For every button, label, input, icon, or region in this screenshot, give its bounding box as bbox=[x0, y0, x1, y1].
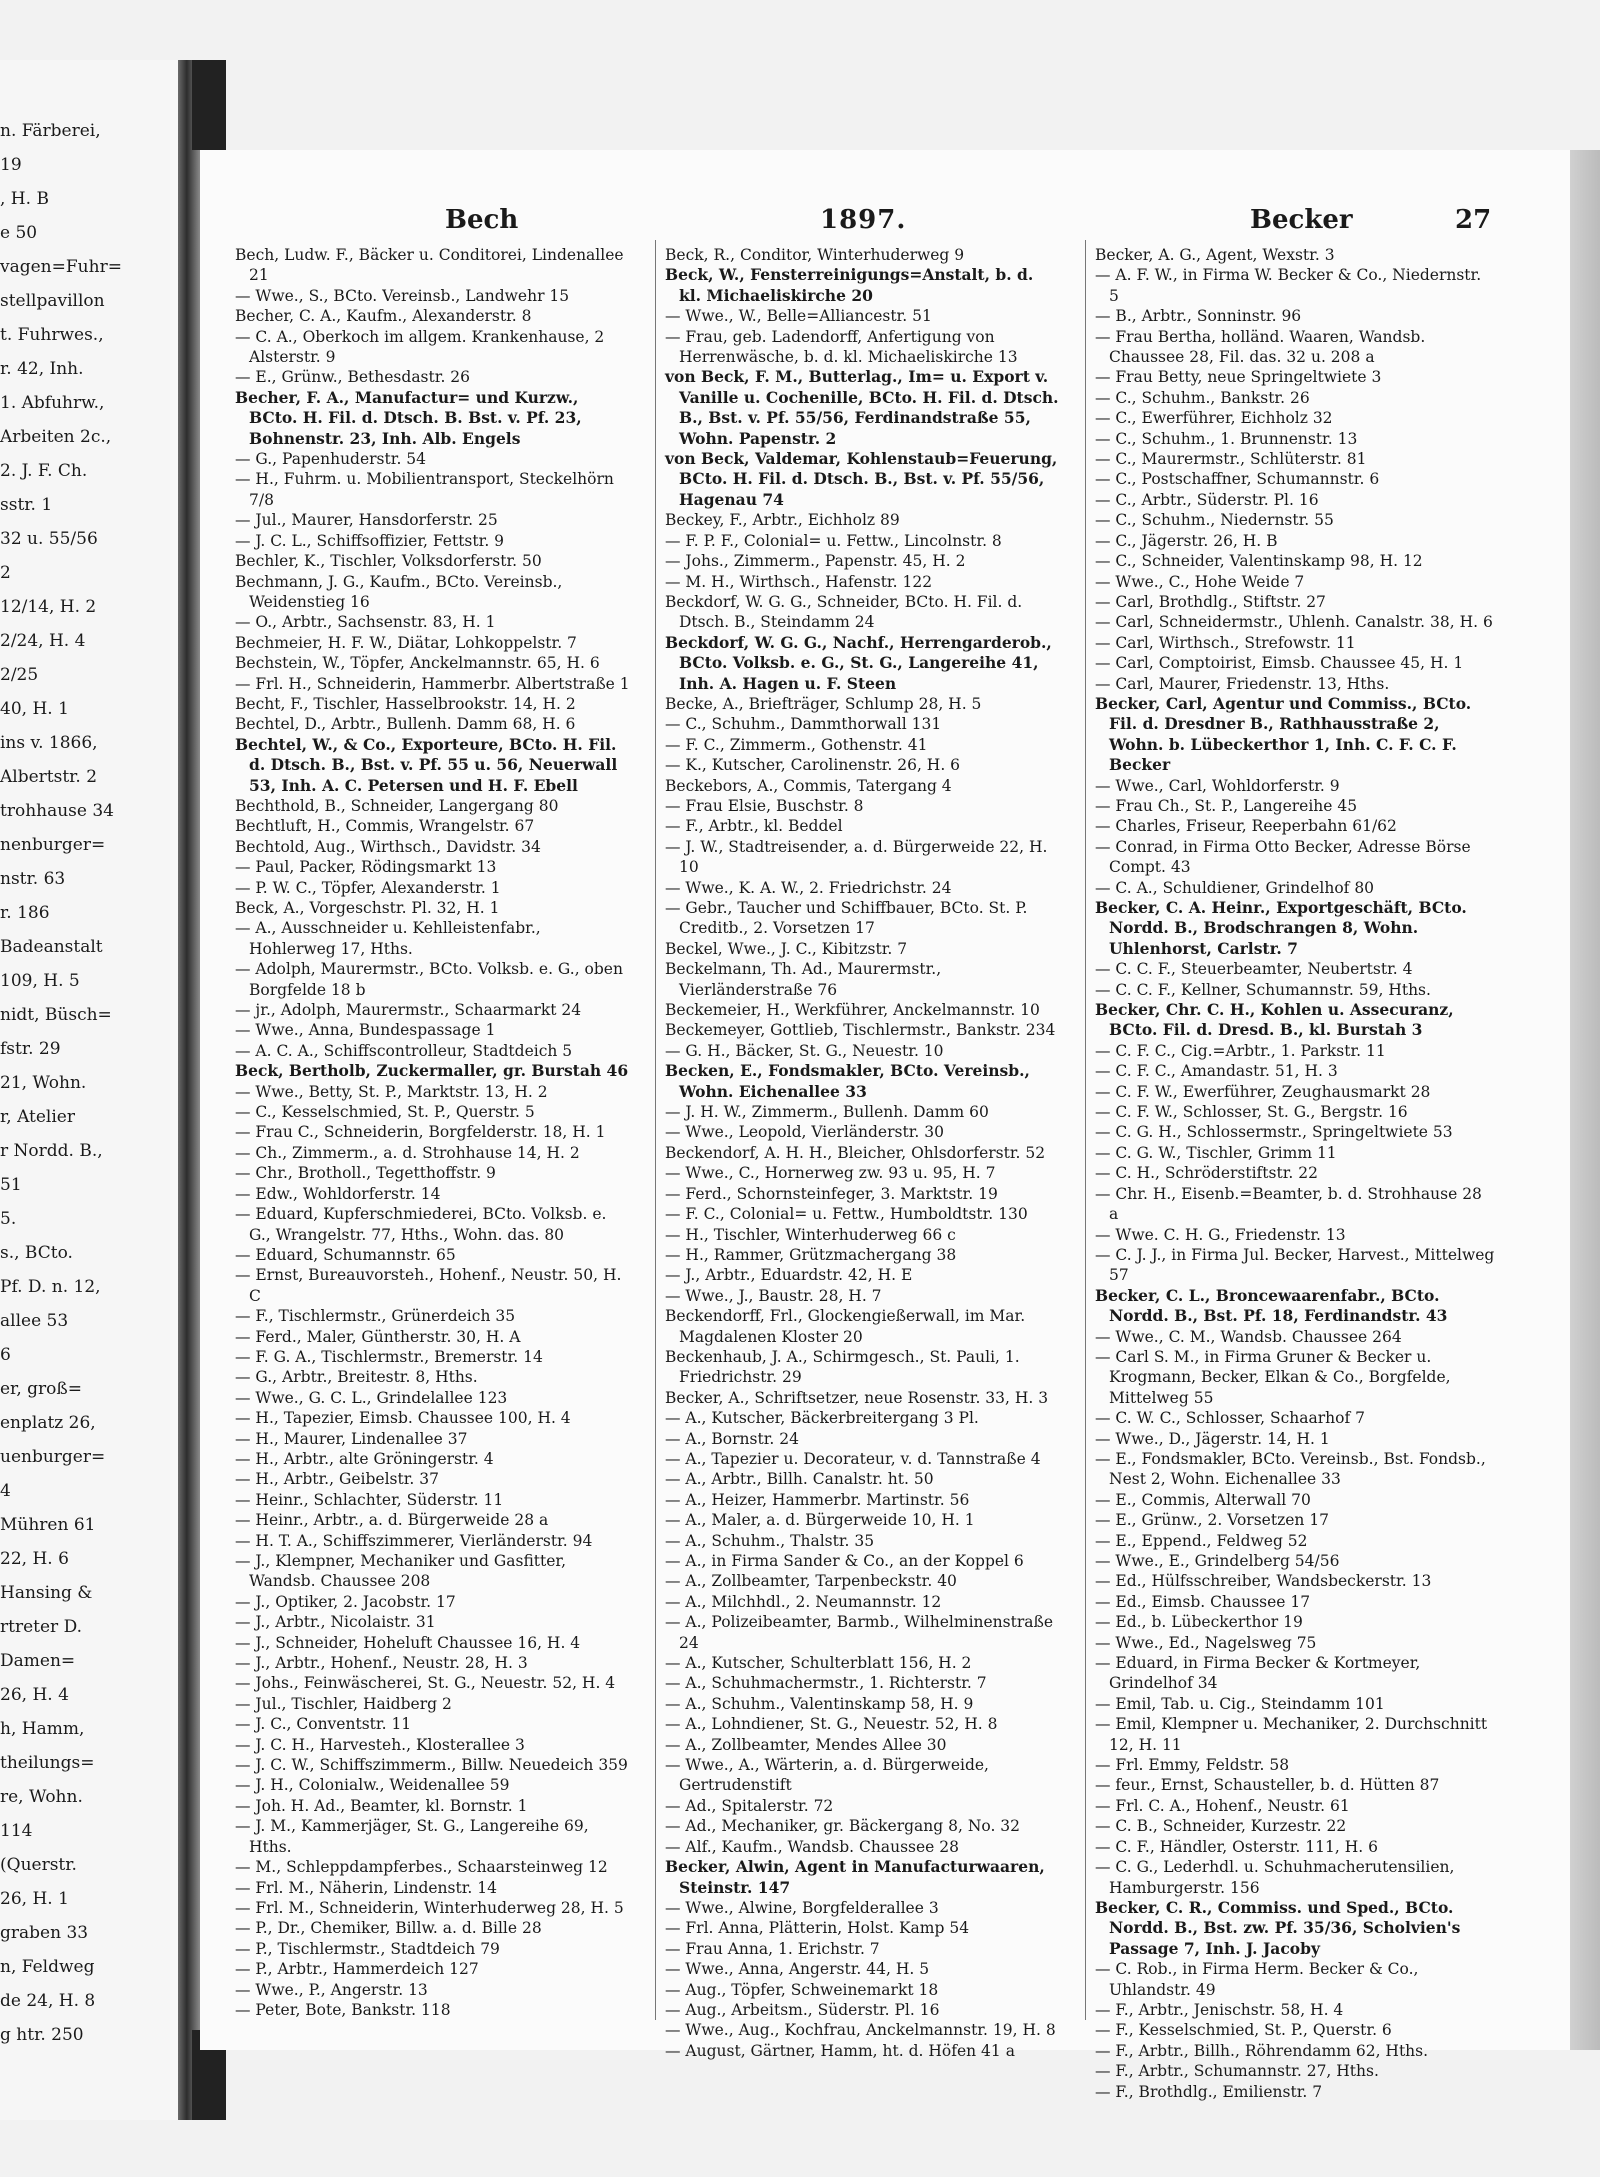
facing-page-fragment: 22, H. 6 bbox=[0, 1549, 69, 1569]
directory-entry: — F., Kesselschmied, St. P., Querstr. 6 bbox=[1095, 2021, 1392, 2040]
directory-entry: — A., Bornstr. 24 bbox=[665, 1429, 799, 1448]
directory-entry: — Ed., Eimsb. Chaussee 17 bbox=[1095, 1592, 1311, 1611]
directory-entry: — E., Commis, Alterwall 70 bbox=[1095, 1490, 1311, 1509]
directory-entry: — Joh. H. Ad., Beamter, kl. Bornstr. 1 bbox=[235, 1796, 528, 1815]
directory-entry: Beck, Bertholb, Zuckermaller, gr. Burstah 46 bbox=[235, 1061, 629, 1081]
directory-entry: — A., Kutscher, Schulterblatt 156, H. 2 bbox=[665, 1654, 972, 1673]
facing-page-fragment: 5. bbox=[0, 1209, 17, 1229]
facing-page-fragment: (Querstr. bbox=[0, 1855, 77, 1875]
directory-entry: — H., Tapezier, Eimsb. Chaussee 100, H. 4 bbox=[235, 1409, 571, 1428]
directory-entry: — P., Tischlermstr., Stadtdeich 79 bbox=[235, 1939, 500, 1958]
facing-page-fragment: graben 33 bbox=[0, 1923, 89, 1943]
directory-entry: Becher, C. A., Kaufm., Alexanderstr. 8 bbox=[235, 307, 532, 326]
directory-entry: — Wwe., D., Jägerstr. 14, H. 1 bbox=[1095, 1429, 1330, 1448]
directory-entry: von Beck, F. M., Butterlag., Im= u. Export v. Vanille u. Cochenille, BCto. H. Fil. d. Dtsch. B., Bst. v. Pf. 55/56, Ferdinandstraße 55, Wohn. Papenstr. 2 bbox=[665, 367, 1059, 448]
directory-entry: — A., in Firma Sander & Co., an der Koppel 6 bbox=[665, 1552, 1024, 1570]
directory-entry: — C., Kesselschmied, St. P., Querstr. 5 bbox=[235, 1103, 535, 1122]
facing-page-fragment: 12/14, H. 2 bbox=[0, 597, 97, 617]
directory-entry: — M. H., Wirthsch., Hafenstr. 122 bbox=[665, 572, 933, 591]
directory-entry: — A., Schuhm., Valentinskamp 58, H. 9 bbox=[665, 1694, 974, 1713]
directory-entry: — C., Postschaffner, Schumannstr. 6 bbox=[1095, 470, 1380, 489]
directory-entry: — Wwe., Betty, St. P., Marktstr. 13, H. 2 bbox=[235, 1082, 548, 1101]
directory-entry: — Ed., b. Lübeckerthor 19 bbox=[1095, 1613, 1303, 1632]
directory-entry: — Ernst, Bureauvorsteh., Hohenf., Neustr. 50, H. C bbox=[235, 1266, 622, 1305]
directory-entry: — H., Arbtr., alte Gröningerstr. 4 bbox=[235, 1449, 494, 1468]
facing-page-fragment: enplatz 26, bbox=[0, 1413, 96, 1433]
facing-page-fragment: 109, H. 5 bbox=[0, 971, 80, 991]
directory-entry: — A., Zollbeamter, Tarpenbeckstr. 40 bbox=[665, 1572, 957, 1591]
directory-entry: — A., Schuhmachermstr., 1. Richterstr. 7 bbox=[665, 1674, 987, 1693]
directory-entry: — Eduard, in Firma Becker & Kortmeyer, Grindelhof 34 bbox=[1095, 1654, 1421, 1693]
directory-entry: — H., Tischler, Winterhuderweg 66 c bbox=[665, 1225, 956, 1244]
facing-page-fragment: r. 186 bbox=[0, 903, 50, 923]
directory-entry: — A., Ausschneider u. Kehlleistenfabr., Hohlerweg 17, Hths. bbox=[235, 919, 541, 958]
directory-entry: — G., Papenhuderstr. 54 bbox=[235, 450, 427, 469]
facing-page-fragment: Albertstr. 2 bbox=[0, 767, 98, 787]
directory-entry: — Jul., Maurer, Hansdorferstr. 25 bbox=[235, 511, 498, 530]
facing-page-fragment: g htr. 250 bbox=[0, 2025, 84, 2045]
directory-entry: — J., Schneider, Hoheluft Chaussee 16, H. 4 bbox=[235, 1633, 581, 1652]
directory-entry: — Wwe., Leopold, Vierländerstr. 30 bbox=[665, 1123, 944, 1142]
directory-entry: Becken, E., Fondsmakler, BCto. Vereinsb., Wohn. Eichenallee 33 bbox=[665, 1061, 1030, 1101]
spine-band-top bbox=[192, 60, 226, 150]
directory-entry: — Carl, Comptoirist, Eimsb. Chaussee 45, H. 1 bbox=[1095, 654, 1464, 673]
directory-entry: — Carl, Maurer, Friedenstr. 13, Hths. bbox=[1095, 674, 1390, 693]
directory-entry: — Wwe., J., Baustr. 28, H. 7 bbox=[665, 1286, 882, 1305]
directory-entry: — A., Kutscher, Bäckerbreitergang 3 Pl. bbox=[665, 1409, 979, 1428]
directory-entry: — H., Rammer, Grützmachergang 38 bbox=[665, 1245, 957, 1264]
directory-entry: Beckdorf, W. G. G., Schneider, BCto. H. Fil. d. Dtsch. B., Steindamm 24 bbox=[665, 592, 1023, 632]
directory-entry: — J., Arbtr., Eduardstr. 42, H. E bbox=[665, 1266, 913, 1285]
directory-entry: — E., Eppend., Feldweg 52 bbox=[1095, 1531, 1308, 1550]
facing-page-fragment: 40, H. 1 bbox=[0, 699, 69, 719]
directory-entry: — C. A., Schuldiener, Grindelhof 80 bbox=[1095, 878, 1375, 897]
directory-entry: — G., Arbtr., Breitestr. 8, Hths. bbox=[235, 1368, 478, 1387]
directory-entry: — C. F., Händler, Osterstr. 111, H. 6 bbox=[1095, 1837, 1378, 1856]
facing-page-fragment: Mühren 61 bbox=[0, 1515, 96, 1535]
page-number: 27 bbox=[1455, 205, 1492, 235]
directory-entry: — Wwe., W., Belle=Alliancestr. 51 bbox=[665, 307, 932, 326]
facing-page-fragment: Hansing & bbox=[0, 1583, 93, 1603]
directory-entry: — J. C., Conventstr. 11 bbox=[235, 1715, 412, 1734]
directory-column-2 bbox=[665, 245, 1060, 2061]
directory-entry: — C. W. C., Schlosser, Schaarhof 7 bbox=[1095, 1409, 1365, 1428]
directory-entry: — A., Polizeibeamter, Barmb., Wilhelminenstraße 24 bbox=[665, 1613, 1054, 1652]
directory-entry: — C. F. W., Schlosser, St. G., Bergstr. 16 bbox=[1095, 1103, 1408, 1122]
directory-entry: — Aug., Arbeitsm., Süderstr. Pl. 16 bbox=[665, 2000, 940, 2019]
directory-entry: Becker, C. R., Commiss. und Sped., BCto. Nordd. B., Bst. zw. Pf. 35/36, Scholvien's Passage 7, Inh. J. Jacoby bbox=[1095, 1897, 1461, 1958]
facing-page-fragment: 2 bbox=[0, 563, 11, 583]
directory-entry: — F., Tischlermstr., Grünerdeich 35 bbox=[235, 1307, 516, 1326]
directory-entry: — A., Tapezier u. Decorateur, v. d. Tannstraße 4 bbox=[665, 1449, 1041, 1468]
directory-entry: — O., Arbtr., Sachsenstr. 83, H. 1 bbox=[235, 613, 496, 632]
directory-entry: — A., Zollbeamter, Mendes Allee 30 bbox=[665, 1735, 947, 1754]
directory-entry: — F., Brothdlg., Emilienstr. 7 bbox=[1095, 2082, 1323, 2101]
directory-entry: — Frau Betty, neue Springeltwiete 3 bbox=[1095, 368, 1382, 387]
directory-entry: — Paul, Packer, Rödingsmarkt 13 bbox=[235, 858, 497, 877]
page-edge bbox=[1570, 150, 1600, 2050]
directory-entry: — F., Arbtr., Schumannstr. 27, Hths. bbox=[1095, 2062, 1379, 2081]
directory-entry: Beck, R., Conditor, Winterhuderweg 9 bbox=[665, 246, 965, 264]
directory-entry: Bechler, K., Tischler, Volksdorferstr. 50 bbox=[235, 552, 542, 571]
facing-page-fragment: Damen= bbox=[0, 1651, 76, 1671]
directory-entry: — J., Arbtr., Hohenf., Neustr. 28, H. 3 bbox=[235, 1654, 528, 1673]
directory-entry: — Ed., Hülfsschreiber, Wandsbeckerstr. 13 bbox=[1095, 1572, 1432, 1591]
directory-entry: — Wwe., E., Grindelberg 54/56 bbox=[1095, 1552, 1340, 1570]
directory-entry: — August, Gärtner, Hamm, ht. d. Höfen 41 a bbox=[665, 2041, 1015, 2060]
directory-entry: Beckendorf, A. H. H., Bleicher, Ohlsdorferstr. 52 bbox=[665, 1143, 1046, 1162]
directory-entry: — Charles, Friseur, Reeperbahn 61/62 bbox=[1095, 817, 1397, 836]
facing-page-fragment: Pf. D. n. 12, bbox=[0, 1277, 101, 1297]
directory-entry: von Beck, Valdemar, Kohlenstaub=Feuerung, BCto. H. Fil. d. Dtsch. B., Bst. v. Pf. 55/56, Hagenau 74 bbox=[665, 449, 1058, 509]
directory-entry: — Wwe., K. A. W., 2. Friedrichstr. 24 bbox=[665, 878, 952, 897]
directory-entry: — A., Arbtr., Billh. Canalstr. ht. 50 bbox=[665, 1470, 934, 1489]
facing-page-fragment: 2/25 bbox=[0, 665, 39, 685]
directory-entry: — Frau, geb. Ladendorff, Anfertigung von Herrenwäsche, b. d. kl. Michaeliskirche 13 bbox=[665, 327, 1018, 367]
directory-entry: — A., Maler, a. d. Bürgerweide 10, H. 1 bbox=[665, 1511, 975, 1530]
directory-entry: Bechtluft, H., Commis, Wrangelstr. 67 bbox=[235, 817, 535, 836]
directory-entry: — F., Arbtr., Jenischstr. 58, H. 4 bbox=[1095, 2000, 1344, 2019]
directory-entry: — F., Arbtr., Billh., Röhrendamm 62, Hths. bbox=[1095, 2041, 1429, 2060]
facing-page-fragment: fstr. 29 bbox=[0, 1039, 61, 1059]
page-header bbox=[200, 205, 1570, 245]
facing-page-fragment: Arbeiten 2c., bbox=[0, 427, 112, 447]
directory-entry: — E., Grünw., 2. Vorsetzen 17 bbox=[1095, 1511, 1330, 1530]
directory-entry: — A., Milchhdl., 2. Neumannstr. 12 bbox=[665, 1592, 942, 1611]
facing-page-fragment: e 50 bbox=[0, 223, 38, 243]
directory-entry: — Emil, Tab. u. Cig., Steindamm 101 bbox=[1095, 1694, 1385, 1713]
directory-entry: — Jul., Tischler, Haidberg 2 bbox=[235, 1694, 452, 1713]
directory-entry: Becker, Chr. C. H., Kohlen u. Assecuranz, BCto. Fil. d. Dresd. B., kl. Burstah 3 bbox=[1095, 1000, 1454, 1040]
directory-entry: — Wwe., S., BCto. Vereinsb., Landwehr 15 bbox=[235, 286, 570, 305]
directory-entry: — Ad., Spitalerstr. 72 bbox=[665, 1796, 834, 1815]
directory-entry: — Frl. Emmy, Feldstr. 58 bbox=[1095, 1756, 1290, 1775]
directory-entry: — Frau Bertha, holländ. Waaren, Wandsb. Chaussee 28, Fil. das. 32 u. 208 a bbox=[1095, 327, 1426, 367]
facing-page-fragment: uenburger= bbox=[0, 1447, 106, 1467]
directory-entry: — C., Ewerführer, Eichholz 32 bbox=[1095, 409, 1333, 428]
directory-page bbox=[200, 150, 1570, 2101]
facing-page-fragment: 51 bbox=[0, 1175, 22, 1195]
directory-entry: Becker, Carl, Agentur und Commiss., BCto. Fil. d. Dresdner B., Rathhausstraße 2, Wohn. b. Lübeckerthor 1, Inh. C. F. C. F. Becker bbox=[1095, 693, 1472, 775]
directory-entry: — J. C. H., Harvesteh., Klosterallee 3 bbox=[235, 1735, 525, 1754]
directory-entry: — Wwe., Anna, Bundespassage 1 bbox=[235, 1021, 496, 1040]
directory-entry: — A., Lohndiener, St. G., Neuestr. 52, H. 8 bbox=[665, 1715, 998, 1734]
facing-page-fragment: 2. J. F. Ch. bbox=[0, 461, 88, 481]
directory-entry: — C. C. F., Steuerbeamter, Neubertstr. 4 bbox=[1095, 960, 1413, 979]
directory-entry: — Johs., Zimmerm., Papenstr. 45, H. 2 bbox=[665, 552, 966, 571]
directory-entry: — J. C. L., Schiffsoffizier, Fettstr. 9 bbox=[235, 531, 505, 550]
directory-entry: — C. F. C., Cig.=Arbtr., 1. Parkstr. 11 bbox=[1095, 1041, 1386, 1060]
directory-entry: — Frau Elsie, Buschstr. 8 bbox=[665, 796, 864, 815]
facing-page-fragment: , H. B bbox=[0, 189, 49, 209]
directory-entry: — Chr., Brotholl., Tegetthoffstr. 9 bbox=[235, 1164, 496, 1183]
facing-page-fragment: r. 42, Inh. bbox=[0, 359, 84, 379]
directory-entry: Becher, F. A., Manufactur= und Kurzw., BCto. H. Fil. d. Dtsch. B. Bst. v. Pf. 23, Bohnenstr. 23, Inh. Alb. Engels bbox=[235, 387, 582, 448]
directory-entry: — J. C. W., Schiffszimmerm., Billw. Neuedeich 359 bbox=[235, 1756, 628, 1775]
directory-entry: — C., Schneider, Valentinskamp 98, H. 12 bbox=[1095, 552, 1423, 571]
directory-entry: — Carl, Brothdlg., Stiftstr. 27 bbox=[1095, 592, 1326, 611]
directory-entry: — J. M., Kammerjäger, St. G., Langereihe 69, Hths. bbox=[235, 1817, 589, 1856]
directory-column-3 bbox=[1095, 245, 1495, 2102]
directory-entry: — Adolph, Maurermstr., BCto. Volksb. e. G., oben Borgfelde 18 b bbox=[235, 960, 623, 999]
directory-entry: Beckdorf, W. G. G., Nachf., Herrengarderob., BCto. Volksb. e. G., St. G., Langereihe 41, Inh. A. Hagen u. F. Steen bbox=[665, 632, 1052, 693]
directory-entry: — H., Maurer, Lindenallee 37 bbox=[235, 1429, 468, 1448]
directory-entry: Bechtold, Aug., Wirthsch., Davidstr. 34 bbox=[235, 837, 541, 856]
directory-entry: — P. W. C., Töpfer, Alexanderstr. 1 bbox=[235, 878, 501, 897]
directory-column-1 bbox=[235, 245, 630, 2020]
directory-entry: — Emil, Klempner u. Mechaniker, 2. Durchschnitt 12, H. 11 bbox=[1095, 1715, 1488, 1754]
directory-entry: — F., Arbtr., kl. Beddel bbox=[665, 817, 843, 836]
directory-entry: — G. H., Bäcker, St. G., Neuestr. 10 bbox=[665, 1041, 944, 1060]
directory-entry: Becker, A., Schriftsetzer, neue Rosenstr. 33, H. 3 bbox=[665, 1388, 1049, 1407]
directory-entry: — Ferd., Schornsteinfeger, 3. Marktstr. 19 bbox=[665, 1184, 998, 1203]
directory-entry: Bechtel, W., & Co., Exporteure, BCto. H. Fil. d. Dtsch. B., Bst. v. Pf. 55 u. 56, Neuerwall 53, Inh. A. C. Petersen und H. F. Ebell bbox=[235, 734, 618, 795]
directory-entry: — Frl. C. A., Hohenf., Neustr. 61 bbox=[1095, 1796, 1350, 1815]
directory-entry: — Frl. M., Schneiderin, Winterhuderweg 28, H. 5 bbox=[235, 1898, 624, 1917]
directory-entry: — Wwe., C., Hornerweg zw. 93 u. 95, H. 7 bbox=[665, 1164, 996, 1183]
directory-entry: — A. F. W., in Firma W. Becker & Co., Niedernstr. 5 bbox=[1095, 266, 1482, 305]
facing-page-fragment: stellpavillon bbox=[0, 291, 105, 311]
directory-entry: — Ch., Zimmerm., a. d. Strohhause 14, H. 2 bbox=[235, 1143, 580, 1162]
directory-entry: — Wwe., A., Wärterin, a. d. Bürgerweide, Gertrudenstift bbox=[665, 1756, 989, 1795]
facing-page-fragment: er, groß= bbox=[0, 1379, 82, 1399]
directory-entry: Bech, Ludw. F., Bäcker u. Conditorei, Lindenallee 21 bbox=[235, 246, 624, 285]
directory-entry: — C. G. H., Schlossermstr., Springeltwiete 53 bbox=[1095, 1123, 1453, 1142]
directory-entry: — F. C., Colonial= u. Fettw., Humboldtstr. 130 bbox=[665, 1205, 1028, 1224]
facing-page-fragment: Badeanstalt bbox=[0, 937, 103, 957]
directory-entry: — Carl, Schneidermstr., Uhlenh. Canalstr. 38, H. 6 bbox=[1095, 613, 1493, 632]
directory-entry: — J. W., Stadtreisender, a. d. Bürgerweide 22, H. 10 bbox=[665, 837, 1048, 877]
directory-entry: Beckenhaub, J. A., Schirmgesch., St. Pauli, 1. Friedrichstr. 29 bbox=[665, 1347, 1020, 1387]
directory-entry: — M., Schleppdampferbes., Schaarsteinweg 12 bbox=[235, 1858, 608, 1877]
directory-entry: Beckey, F., Arbtr., Eichholz 89 bbox=[665, 511, 900, 530]
directory-entry: — E., Fondsmakler, BCto. Vereinsb., Bst. Fondsb., Nest 2, Wohn. Eichenallee 33 bbox=[1095, 1449, 1486, 1489]
facing-page-fragment: 26, H. 4 bbox=[0, 1685, 69, 1705]
directory-entry: Bechtel, D., Arbtr., Bullenh. Damm 68, H. 6 bbox=[235, 715, 576, 734]
facing-page-fragment: nenburger= bbox=[0, 835, 106, 855]
directory-entry: — C., Arbtr., Süderstr. Pl. 16 bbox=[1095, 490, 1319, 509]
facing-page-fragment: nidt, Büsch= bbox=[0, 1005, 112, 1025]
directory-entry: — C. B., Schneider, Kurzestr. 22 bbox=[1095, 1817, 1347, 1836]
facing-page-fragment: 26, H. 1 bbox=[0, 1889, 69, 1909]
directory-entry: — Carl S. M., in Firma Gruner & Becker u. Krogmann, Becker, Elkan & Co., Borgfelde, Mittelweg 55 bbox=[1095, 1347, 1451, 1407]
directory-entry: — Wwe., Carl, Wohldorferstr. 9 bbox=[1095, 776, 1340, 795]
facing-page-fragment: s., BCto. bbox=[0, 1243, 73, 1263]
facing-page-strip bbox=[0, 60, 179, 2120]
facing-page-fragment: allee 53 bbox=[0, 1311, 69, 1331]
header-left-keyword: Bech bbox=[445, 205, 519, 235]
directory-entry: — Ferd., Maler, Güntherstr. 30, H. A bbox=[235, 1327, 521, 1346]
directory-entry: — J., Optiker, 2. Jacobstr. 17 bbox=[235, 1592, 456, 1611]
directory-entry: — J., Arbtr., Nicolaistr. 31 bbox=[235, 1613, 436, 1632]
directory-entry: Bechmeier, H. F. W., Diätar, Lohkoppelstr. 7 bbox=[235, 633, 577, 652]
directory-entry: — Frl. M., Näherin, Lindenstr. 14 bbox=[235, 1878, 497, 1897]
facing-page-fragment: re, Wohn. bbox=[0, 1787, 83, 1807]
facing-page-fragment: r, Atelier bbox=[0, 1107, 75, 1127]
directory-entry: — C., Schuhm., Niedernstr. 55 bbox=[1095, 511, 1334, 530]
directory-entry: Bechmann, J. G., Kaufm., BCto. Vereinsb., Weidenstieg 16 bbox=[235, 572, 563, 611]
directory-entry: — Wwe., Aug., Kochfrau, Anckelmannstr. 19, H. 8 bbox=[665, 2021, 1056, 2040]
directory-entry: — Wwe., G. C. L., Grindelallee 123 bbox=[235, 1388, 508, 1407]
header-year: 1897. bbox=[820, 205, 907, 235]
directory-entry: Beckemeyer, Gottlieb, Tischlermstr., Bankstr. 234 bbox=[665, 1021, 1056, 1040]
directory-entry: Beckemeier, H., Werkführer, Anckelmannstr. 10 bbox=[665, 1001, 1040, 1020]
facing-page-fragment: 19 bbox=[0, 155, 22, 175]
directory-entry: — C., Maurermstr., Schlüterstr. 81 bbox=[1095, 450, 1367, 469]
directory-entry: — C., Schuhm., 1. Brunnenstr. 13 bbox=[1095, 429, 1358, 448]
directory-entry: — Frau Anna, 1. Erichstr. 7 bbox=[665, 1939, 880, 1958]
facing-page-fragment: vagen=Fuhr= bbox=[0, 257, 122, 277]
directory-entry: — C. F. C., Amandastr. 51, H. 3 bbox=[1095, 1062, 1338, 1081]
directory-entry: — A., Heizer, Hammerbr. Martinstr. 56 bbox=[665, 1490, 970, 1509]
directory-entry: — C., Schuhm., Bankstr. 26 bbox=[1095, 388, 1310, 407]
directory-entry: — Frl. Anna, Plätterin, Holst. Kamp 54 bbox=[665, 1919, 970, 1938]
facing-page-fragment: 1. Abfuhrw., bbox=[0, 393, 105, 413]
directory-entry: — J. H., Colonialw., Weidenallee 59 bbox=[235, 1776, 510, 1795]
directory-entry: — P., Arbtr., Hammerdeich 127 bbox=[235, 1960, 479, 1979]
directory-entry: — Heinr., Arbtr., a. d. Bürgerweide 28 a bbox=[235, 1511, 549, 1530]
facing-page-fragment: h, Hamm, bbox=[0, 1719, 85, 1739]
directory-entry: — K., Kutscher, Carolinenstr. 26, H. 6 bbox=[665, 756, 961, 775]
column-rule bbox=[655, 240, 656, 2020]
directory-entry: — Wwe., C. M., Wandsb. Chaussee 264 bbox=[1095, 1327, 1402, 1346]
directory-entry: — Carl, Wirthsch., Strefowstr. 11 bbox=[1095, 633, 1356, 652]
directory-entry: — Frau Ch., St. P., Langereihe 45 bbox=[1095, 796, 1358, 815]
column-rule bbox=[1085, 240, 1086, 2020]
directory-entry: Bechthold, B., Schneider, Langergang 80 bbox=[235, 796, 559, 815]
facing-page-fragment: de 24, H. 8 bbox=[0, 1991, 96, 2011]
facing-page-fragment: nstr. 63 bbox=[0, 869, 66, 889]
facing-page-fragment: 6 bbox=[0, 1345, 11, 1365]
facing-page-fragment: 114 bbox=[0, 1821, 33, 1841]
directory-entry: — C., Schuhm., Dammthorwall 131 bbox=[665, 715, 942, 734]
directory-entry: Becker, Alwin, Agent in Manufacturwaaren, Steinstr. 147 bbox=[665, 1857, 1045, 1897]
directory-entry: — C. Rob., in Firma Herm. Becker & Co., Uhlandstr. 49 bbox=[1095, 1960, 1419, 1999]
directory-entry: — jr., Adolph, Maurermstr., Schaarmarkt 24 bbox=[235, 1001, 582, 1020]
directory-entry: — Heinr., Schlachter, Süderstr. 11 bbox=[235, 1490, 504, 1509]
directory-entry: — Conrad, in Firma Otto Becker, Adresse Börse Compt. 43 bbox=[1095, 837, 1471, 877]
facing-page-fragment: t. Fuhrwes., bbox=[0, 325, 104, 345]
directory-entry: — Wwe., Alwine, Borgfelderallee 3 bbox=[665, 1898, 939, 1917]
directory-entry: — C. G., Lederhdl. u. Schuhmacherutensilien, Hamburgerstr. 156 bbox=[1095, 1858, 1455, 1897]
directory-entry: Beck, W., Fensterreinigungs=Anstalt, b. d. kl. Michaeliskirche 20 bbox=[665, 265, 1034, 305]
directory-entry: — A., Schuhm., Thalstr. 35 bbox=[665, 1531, 875, 1550]
directory-entry: — Ad., Mechaniker, gr. Bäckergang 8, No. 32 bbox=[665, 1817, 1021, 1836]
facing-page-fragment: n, Feldweg bbox=[0, 1957, 95, 1977]
directory-entry: — J. H. W., Zimmerm., Bullenh. Damm 60 bbox=[665, 1103, 989, 1122]
directory-entry: — F. G. A., Tischlermstr., Bremerstr. 14 bbox=[235, 1347, 543, 1366]
directory-entry: — C., Jägerstr. 26, H. B bbox=[1095, 531, 1278, 550]
directory-entry: — Eduard, Schumannstr. 65 bbox=[235, 1245, 456, 1264]
directory-entry: — Peter, Bote, Bankstr. 118 bbox=[235, 2000, 451, 2019]
directory-entry: Becht, F., Tischler, Hasselbrookstr. 14, H. 2 bbox=[235, 694, 576, 713]
facing-page-fragment: theilungs= bbox=[0, 1753, 95, 1773]
directory-entry: — H. T. A., Schiffszimmerer, Vierländerstr. 94 bbox=[235, 1531, 593, 1550]
directory-entry: — C. F. W., Ewerführer, Zeughausmarkt 28 bbox=[1095, 1082, 1431, 1101]
directory-entry: Becker, C. A. Heinr., Exportgeschäft, BCto. Nordd. B., Brodschrangen 8, Wohn. Uhlenhorst, Carlstr. 7 bbox=[1095, 898, 1467, 958]
directory-entry: — P., Dr., Chemiker, Billw. a. d. Bille 28 bbox=[235, 1919, 542, 1938]
directory-entry: — A. C. A., Schiffscontrolleur, Stadtdeich 5 bbox=[235, 1041, 573, 1060]
directory-entry: — Frau C., Schneiderin, Borgfelderstr. 18, H. 1 bbox=[235, 1123, 606, 1142]
facing-page-fragment: 21, Wohn. bbox=[0, 1073, 87, 1093]
directory-entry: Beckebors, A., Commis, Tatergang 4 bbox=[665, 776, 952, 795]
facing-page-fragment: rtreter D. bbox=[0, 1617, 82, 1637]
directory-entry: Becke, A., Briefträger, Schlump 28, H. 5 bbox=[665, 694, 982, 713]
directory-entry: Becker, A. G., Agent, Wexstr. 3 bbox=[1095, 246, 1335, 264]
directory-entry: — F. C., Zimmerm., Gothenstr. 41 bbox=[665, 735, 928, 754]
facing-page-fragment: r Nordd. B., bbox=[0, 1141, 103, 1161]
directory-entry: — Wwe., C., Hohe Weide 7 bbox=[1095, 572, 1305, 591]
facing-page-fragment: trohhause 34 bbox=[0, 801, 114, 821]
directory-entry: — Wwe. C. H. G., Friedenstr. 13 bbox=[1095, 1225, 1346, 1244]
directory-entry: — Aug., Töpfer, Schweinemarkt 18 bbox=[665, 1980, 939, 1999]
directory-entry: — Frl. H., Schneiderin, Hammerbr. Albertstraße 1 bbox=[235, 674, 630, 693]
directory-entry: Bechstein, W., Töpfer, Anckelmannstr. 65, H. 6 bbox=[235, 654, 600, 673]
directory-entry: Becker, C. L., Broncewaarenfabr., BCto. Nordd. B., Bst. Pf. 18, Ferdinandstr. 43 bbox=[1095, 1285, 1448, 1326]
directory-entry: — C. H., Schröderstiftstr. 22 bbox=[1095, 1164, 1318, 1183]
directory-entry: — Eduard, Kupferschmiederei, BCto. Volksb. e. G., Wrangelstr. 77, Hths., Wohn. das. 80 bbox=[235, 1205, 607, 1244]
facing-page-fragment: 2/24, H. 4 bbox=[0, 631, 86, 651]
directory-entry: — Johs., Feinwäscherei, St. G., Neuestr. 52, H. 4 bbox=[235, 1674, 616, 1693]
directory-entry: — Chr. H., Eisenb.=Beamter, b. d. Strohhause 28 a bbox=[1095, 1184, 1482, 1224]
directory-entry: Beckel, Wwe., J. C., Kibitzstr. 7 bbox=[665, 939, 908, 958]
directory-entry: — B., Arbtr., Sonninstr. 96 bbox=[1095, 307, 1302, 326]
facing-page-fragment: sstr. 1 bbox=[0, 495, 53, 515]
directory-entry: — C. J. J., in Firma Jul. Becker, Harvest., Mittelweg 57 bbox=[1095, 1245, 1495, 1285]
directory-entry: — C. G. W., Tischler, Grimm 11 bbox=[1095, 1143, 1337, 1162]
directory-entry: — Edw., Wohldorferstr. 14 bbox=[235, 1184, 441, 1203]
directory-entry: — Gebr., Taucher und Schiffbauer, BCto. St. P. Creditb., 2. Vorsetzen 17 bbox=[665, 899, 1028, 938]
facing-page-fragment: n. Färberei, bbox=[0, 121, 101, 141]
directory-entry: — Wwe., Ed., Nagelsweg 75 bbox=[1095, 1633, 1317, 1652]
directory-entry: Beckendorff, Frl., Glockengießerwall, im Mar. Magdalenen Kloster 20 bbox=[665, 1307, 1026, 1346]
directory-entry: — F. P. F., Colonial= u. Fettw., Lincolnstr. 8 bbox=[665, 531, 1002, 550]
facing-page-fragment: 32 u. 55/56 bbox=[0, 529, 98, 549]
directory-entry: — Wwe., Anna, Angerstr. 44, H. 5 bbox=[665, 1960, 930, 1979]
directory-entry: — C. A., Oberkoch im allgem. Krankenhause, 2 Alsterstr. 9 bbox=[235, 327, 605, 367]
facing-page-fragment: ins v. 1866, bbox=[0, 733, 98, 753]
directory-entry: — Alf., Kaufm., Wandsb. Chaussee 28 bbox=[665, 1837, 959, 1856]
directory-entry: — feur., Ernst, Schausteller, b. d. Hütten 87 bbox=[1095, 1776, 1440, 1795]
directory-entry: — H., Fuhrm. u. Mobilientransport, Steckelhörn 7/8 bbox=[235, 470, 614, 509]
facing-page-fragment: 4 bbox=[0, 1481, 11, 1501]
directory-entry: — E., Grünw., Bethesdastr. 26 bbox=[235, 368, 471, 387]
directory-entry: — J., Klempner, Mechaniker und Gasfitter, Wandsb. Chaussee 208 bbox=[235, 1552, 567, 1591]
header-right-keyword: Becker bbox=[1250, 205, 1353, 235]
book-gutter bbox=[178, 60, 200, 2120]
directory-entry: — C. C. F., Kellner, Schumannstr. 59, Hths. bbox=[1095, 980, 1431, 999]
directory-entry: — Wwe., P., Angerstr. 13 bbox=[235, 1980, 428, 1999]
directory-entry: Beck, A., Vorgeschstr. Pl. 32, H. 1 bbox=[235, 899, 500, 917]
directory-entry: Beckelmann, Th. Ad., Maurermstr., Vierländerstraße 76 bbox=[665, 960, 942, 999]
directory-entry: — H., Arbtr., Geibelstr. 37 bbox=[235, 1470, 439, 1489]
